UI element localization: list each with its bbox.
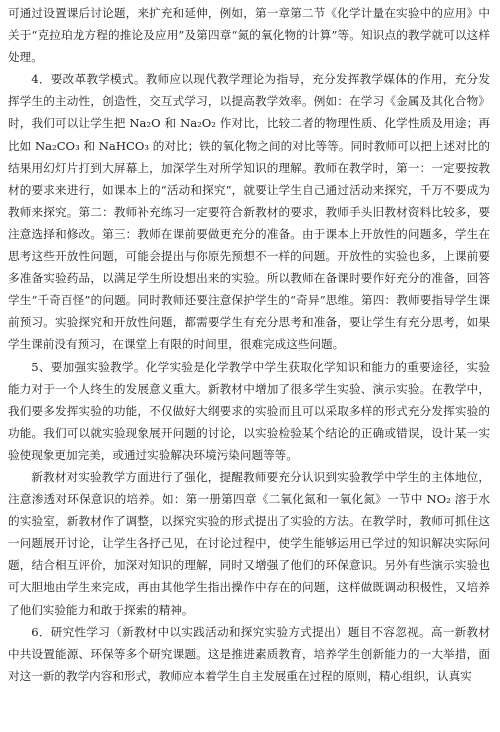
paragraph-experiment-detail: 新教材对实验教学方面进行了强化，提醒教师要充分认识到实验教学中学生的主体地位，注意渗透对环保意识的培养。如：第一册第四章《二氧化氮和一氧化氮》一节中 NO₂ 溶于水的实验室，新教材作了调整，以探究实验的形式提出了实验的方法。在教学时，教师可抓住这一问题展开讨论，让学生各抒己见，在讨论过程中，使学生能够运用已学过的知识解决实际问题，结合相互评价，加深对知识的理解，同时又增强了他们的环保意识。另外有些演示实验也可大胆地由学生来完成，再由其他学生指出操作中存在的问题，这样做既调动积极性，又培养了他们实验能力和敢于探索的精神。 [8,469,490,617]
paragraph-point-5: 5、要加强实验教学。化学实验是化学教学中学生获取化学知识和能力的重要途径，实验能力对于一个人终生的发展意义重大。新教材中增加了很多学生实验、演示实验。在教学中，我们要多发挥实验的功能，不仅做好大纲要求的实验而且可以采取多样的形式充分发挥实验的功能。我们可以就实验现象展开问题的讨论，以实验检验某个结论的正确或错误，设计某一实验使现象更加完美，或通过实验解决环境污染问题等等。 [8,359,490,462]
paragraph-point-6: 6．研究性学习（新教材中以实践活动和探究实验方式提出）题目不容忽视。高一新教材中共设置能源、环保等多个研究课题。这是推进素质教育，培养学生创新能力的一大举措，面对这一新的教学内容和形式，教师应本着学生自主发展重在过程的原则，精心组织，认真实 [8,624,490,683]
paragraph-continuation: 可通过设置课后讨论题，来扩充和延伸，例如，第一章第二节《化学计量在实验中的应用》中关于“克拉珀龙方程的推论及应用”及第四章“氮的氧化物的计算”等。知识点的教学就可以这样处理。 [8,6,490,65]
paragraph-point-4: 4．要改革教学模式。教师应以现代教学理论为指导，充分发挥教学媒体的作用，充分发挥学生的主动性，创造性，交互式学习，以提高教学效率。例如：在学习《金属及其化合物》时，我们可以让学生把 Na₂O 和 Na₂O₂ 作对比，比较二者的物理性质、化学性质及用途；再比如 Na₂CO₃ 和 NaHCO₃ 的对比；铁的氧化物之间的对比等等。同时教师可以把上述对比的结果用幻灯片打到大屏幕上，加深学生对所学知识的理解。教师在教学时，第一：一定要按教材的要求来进行，如课本上的“活动和探究”，就要让学生自己通过活动来探究，千万不要成为教师来探究。第二：教师补充练习一定要符合新教材的要求，教师手头旧教材资料比较多，要注意选择和修改。第三：教师在课前要做更充分的准备。由于课本上开放性的问题多，学生在思考这些开放性问题，可能会提出与你原先预想不一样的问题。开放性的实验也多，上课前要多准备实验药品，以满足学生所设想出来的实验。所以教师在备课时要作好充分的准备，回答学生“千奇百怪”的问题。同时教师还要注意保护学生的“奇异”思维。第四：教师要指导学生课前预习。实验探究和开放性问题，都需要学生有充分思考和准备，要让学生有充分思考，如果学生课前没有预习，在课堂上有限的时间里，很难完成这些问题。 [8,72,490,352]
